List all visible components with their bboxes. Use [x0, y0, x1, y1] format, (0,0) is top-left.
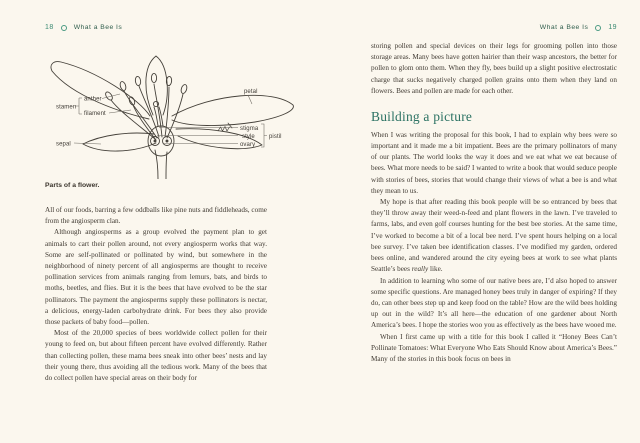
paragraph: When I was writing the proposal for this book, I had to explain why bees were so important and it made me a bit impatient. Bees are the primary pollinators of many of our plants. The world looks the way it does and we eat what we eat because of bees. What more needs to be said? I wanted to write a book that would seduce people with stories of bees, stories that would change their views of what a bee is and what they mean to us.: [371, 130, 617, 195]
left-page-text: [45, 205, 267, 384]
pistil-label: pistil: [269, 134, 282, 140]
paragraph: Most of the 20,000 species of bees worldwide collect pollen for their young to feed on, but about fifteen percent have evolved differently. Rather than collecting pollen, these mama bees sneak into other bees’ nests and lay their young there, thus avoiding all the tedious work. Many of the bees that do collect pollen have special areas on their body for: [45, 329, 267, 383]
paragraph-text: My hope is that after reading this book people will be so entranced by bees that they’ll throw away their weed-n-feed and plant flowers in the lawn. I’ve traveled to farms, labs, and even golf courses hunting for the best bee stories. At the same time, I’ve worked to become a bit of a local bee nerd. I’ve spent hours helping on a local bee survey. I’ve taken bee identification classes. I’ve modified my garden, ordered bees online, and wandered around the city eyeing bees at work to see what plants Seattle’s bees: [371, 198, 617, 274]
paragraph-text: like.: [428, 265, 443, 274]
anther-label: anther: [84, 96, 102, 103]
italic-word: really: [411, 265, 429, 274]
petal-label: petal: [244, 89, 258, 95]
right-page-number: 19: [608, 24, 617, 31]
ovary-label: ovary: [240, 141, 256, 148]
paragraph: storing pollen and special devices on their legs for grooming pollen into those storage areas. Many bees have gotten hairier than their wasp ancestors, the better for pollen to glom onto them. When they fly, bees build up a slight positive electrostatic charge that sucks negatively charged pollen grains onto them when they land on flowers. Bees and pollen are made for each other.: [371, 42, 617, 95]
paragraph: Although angiosperms as a group evolved the payment plan to get animals to cart their pollen around, not every angiosperm works that way. Some are self-pollinated or pollinated by wind, but somewhere in the neighborhood of ninety percent of all angiosperms are thought to receive pollination services from animals ranging from lemurs, bats, and birds to moths, beetles, and flies. But it is the bees that have evolved to be the star pollinators. The payment the angiosperms supply these pollinators is nectar, a delicious, energy-laden carbohydrate drink. For bees they also provide those packets of baby food—pollen.: [45, 228, 267, 327]
stigma-label: stigma: [240, 125, 259, 132]
stamen-label: stamen: [56, 104, 77, 111]
left-running-title: What a Bee Is: [73, 24, 123, 31]
paragraph: In addition to learning who some of our native bees are, I’d also hoped to answer some specific questions. Are managed honey bees truly in danger of expiring? If they do, can other bees step up and keep food on the table? How are the wild bees holding up out in the wild? It’s all here—the education of one gardener about North America’s bees. I hope the stories woo you as effectively as the bees have wooed me.: [371, 276, 617, 330]
flower-diagram: [45, 53, 310, 179]
style-label: style: [242, 133, 255, 140]
paragraph: When I first came up with a title for this book I called it “Honey Bees Can’t Pollinate Tomatoes: What Everyone Who Eats Should Know about America’s Bees.” Many of the stories in this book focus on bees in: [371, 332, 617, 363]
filament-label: filament: [84, 111, 106, 117]
right-running-head: [540, 24, 617, 31]
header-ornament-icon: [595, 25, 601, 31]
paragraph: [371, 197, 617, 275]
left-page-number: 18: [45, 24, 54, 31]
sepal-label: sepal: [56, 141, 71, 148]
left-running-head: [45, 24, 122, 31]
header-ornament-icon: [61, 25, 67, 31]
section-heading: Building a picture: [371, 109, 473, 125]
diagram-leader-lines: [74, 94, 267, 147]
right-page-text: [371, 41, 617, 365]
flower-diagram-art: [45, 53, 310, 179]
flower-line-art: [51, 56, 293, 179]
figure-caption: Parts of a flower.: [45, 182, 100, 189]
right-running-title: What a Bee Is: [539, 24, 589, 31]
paragraph: All of our foods, barring a few oddballs like pine nuts and fiddleheads, come from the angiosperm clan.: [45, 206, 267, 226]
